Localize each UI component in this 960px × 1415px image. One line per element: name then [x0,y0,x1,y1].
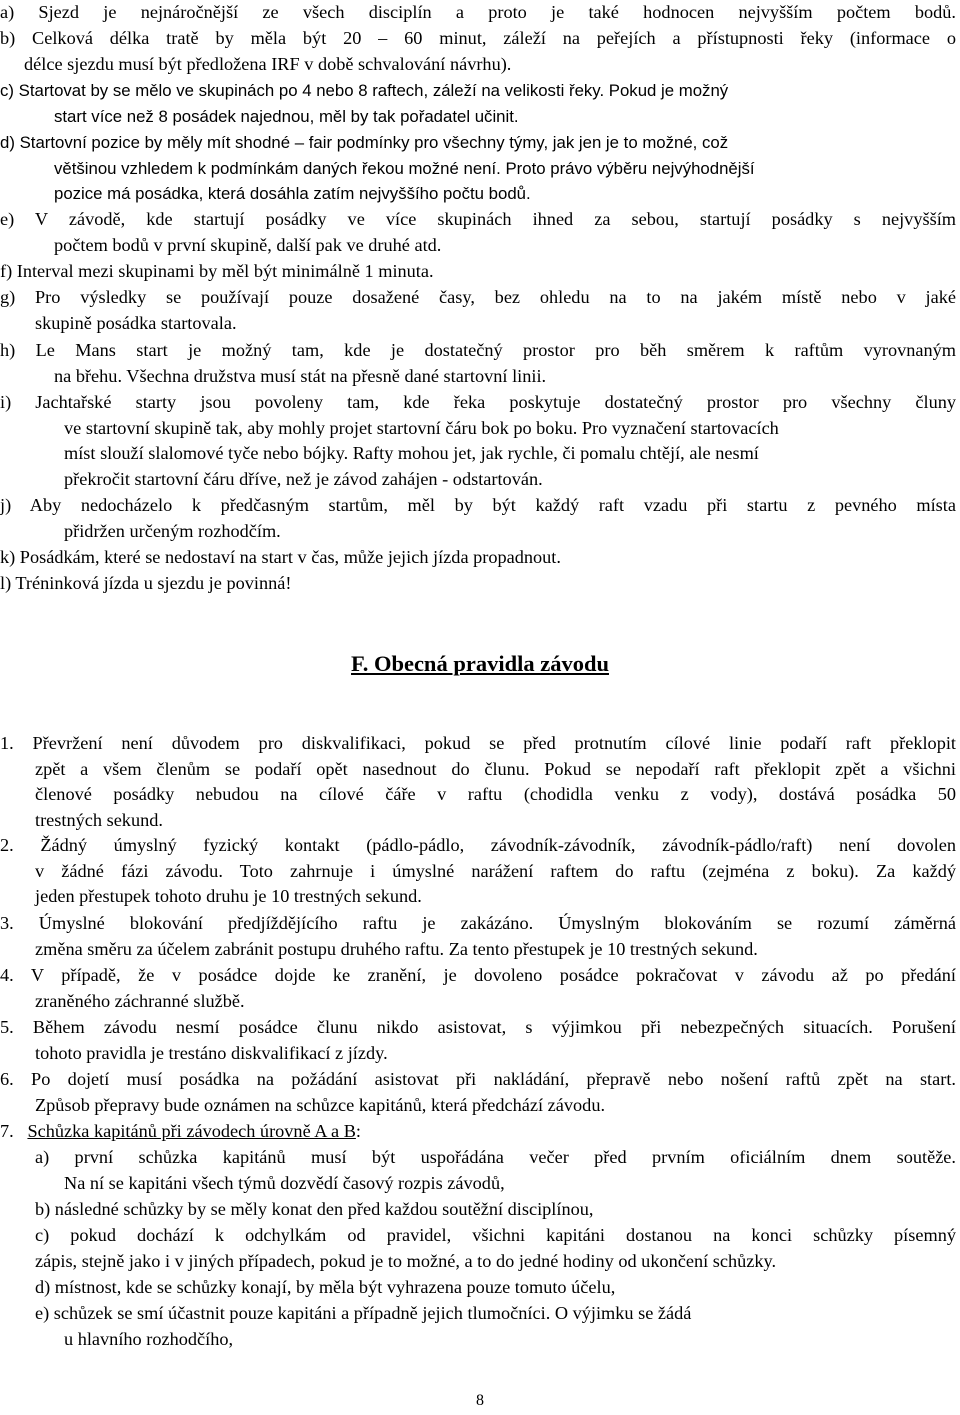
list-item-b-line: délce sjezdu musí být předložena IRF v době schvalování návrhu). [24,53,512,74]
rule-7-c-line: c) pokud dochází k odchylkám od pravidel, všichni kapitáni dostanou na konci schůzky písemný [35,1225,956,1245]
list-item-k [0,545,956,571]
rule-1-line: trestných sekund. [35,809,163,830]
rule-7-a-line: a) první schůzka kapitánů musí být uspořádána večer před prvním oficiálním dnem soutěže. [35,1147,956,1167]
rule-7-e [0,1301,956,1352]
list-item-h-line: h) Le Mans start je možný tam, kde je dostatečný prostor pro běh směrem k raftům vyrovnaným [0,340,956,360]
rule-7-colon: : [355,1121,361,1141]
list-item-g-line: skupině posádka startovala. [35,312,237,333]
rule-3 [0,911,956,962]
list-item-g [0,285,956,336]
list-item-i-line: i) Jachtařské starty jsou povoleny tam, kde řeka poskytuje dostatečný prostor pro všechny čluny [0,392,956,412]
rule-5-line: tohoto pravidla je trestáno diskvalifikací z jízdy. [35,1042,388,1063]
list-item-i-line: ve startovní skupině tak, aby mohly projet startovní čáru bok po boku. Pro vyznačení startovacích [64,417,779,438]
list-item-l-line: l) Tréninková jízda u sjezdu je povinná! [0,573,292,593]
rule-3-line: změna směru za účelem zabránit postupu druhého raftu. Za tento přestupek je 10 trestných sekund. [35,938,758,959]
rule-7-d-line: d) místnost, kde se schůzky konají, by měla být vyhrazena pouze tomuto účelu, [35,1277,616,1297]
rule-7-a-line: Na ní se kapitáni všech týmů dozvědí časový rozpis závodů, [64,1172,505,1193]
rule-7-e-line: e) schůzek se smí účastnit pouze kapitáni a případně jejich tlumočníci. O výjimku se žádá [35,1303,692,1323]
rule-4-line: 4. V případě, že v posádce dojde ke zranění, je dovoleno posádce pokračovat v závodu až po předání [0,965,956,985]
rule-7-b [0,1197,956,1223]
list-item-f-line: f) Interval mezi skupinami by měl být minimálně 1 minuta. [0,261,434,281]
rule-1 [0,731,956,833]
rule-7-c [0,1223,956,1274]
page-number: 8 [476,1392,484,1409]
rule-3-line: 3. Úmyslné blokování předjíždějícího raftu je zakázáno. Úmyslným blokováním se rozumí záměrná [0,913,956,933]
rule-7-title: Schůzka kapitánů při závodech úrovně A a B [27,1121,356,1141]
rule-4 [0,963,956,1014]
list-item-e [0,207,956,258]
list-item-e-line: počtem bodů v první skupině, další pak ve druhé atd. [54,234,442,255]
list-item-b-line: b) Celková délka tratě by měla být 20 – 60 minut, záleží na peřejích a přístupnosti řeky (informace o [0,28,956,48]
rule-2-line: v žádné fázi závodu. Toto zahrnuje i úmyslné narážení raftem do raftu (zejména z boku). Za každý [35,860,956,881]
list-item-d-line: většinou vzhledem k podmínkám daných řekou možné není. Proto právo výběru nejvýhodnější [54,158,755,178]
list-item-i-line: míst slouží slalomové tyče nebo bójky. Rafty mohou jet, jak rychle, či pomalu chtějí, ale nesmí [64,443,759,464]
rule-1-line: členové posádky nebudou na cílové čáře v raftu (chodidla venku z vody), dostává posádka 50 [35,784,956,805]
list-item-j [0,493,956,544]
list-item-d-line: d) Startovní pozice by měly mít shodné – fair podmínky pro všechny týmy, jak jen je to možné, což [0,133,729,152]
rule-7-e-line: u hlavního rozhodčího, [64,1328,234,1349]
list-item-l [0,571,956,597]
rule-1-line: zpět a všem členům se podaří opět nasednout do člunu. Pokud se nepodaří raft překlopit zpět a všichni [35,758,956,779]
list-item-c-line: start více než 8 posádek najednou, měl by tak pořadatel učinit. [54,106,519,126]
list-item-c [0,78,956,129]
rule-7-b-line: b) následné schůzky by se měly konat den před každou soutěžní disciplínou, [35,1199,594,1219]
list-item-h [0,338,956,389]
rule-7-a [0,1145,956,1196]
rule-7 [0,1119,956,1145]
rule-1-line: 1. Převržení není důvodem pro diskvalifikaci, pokud se před protnutím cílové linie podaří raft překlopit [0,733,956,753]
rule-7-c-line: zápis, stejně jako i v jiných případech, pokud je to možné, a to do jedné hodiny od ukončení schůzky. [35,1250,777,1271]
list-item-j-line: přidržen určeným rozhodčím. [64,520,281,541]
list-item-d [0,130,956,207]
list-item-h-line: na břehu. Všechna družstva musí stát na přesně dané startovní linii. [54,365,547,386]
section-heading: F. Obecná pravidla závodu [351,651,609,676]
list-item-a [0,0,956,26]
list-item-e-line: e) V závodě, kde startují posádky ve více skupinách ihned za sebou, startují posádky s nejvyšším [0,209,956,229]
list-item-i [0,390,956,492]
list-item-j-line: j) Aby nedocházelo k předčasným startům, měl by být každý raft vzadu při startu z pevného místa [0,495,956,515]
list-item-f [0,259,956,285]
list-item-k-line: k) Posádkám, které se nedostaví na start v čas, může jejich jízda propadnout. [0,547,561,567]
list-item-a-line: a) Sjezd je nejnáročnější ze všech disciplín a proto je také hodnocen nejvyšším počtem bodů. [0,2,956,22]
rule-6 [0,1067,956,1118]
rule-6-line: Způsob přepravy bude oznámen na schůzce kapitánů, která předchází závodu. [35,1094,606,1115]
rule-2-line: 2. Žádný úmyslný fyzický kontakt (pádlo-pádlo, závodník-závodník, závodník-pádlo/raft) není dovolen [0,835,956,855]
list-item-i-line: překročit startovní čáru dříve, než je závod zahájen - odstartován. [64,468,543,489]
rule-2 [0,833,956,910]
rule-7-number: 7. [0,1121,14,1141]
list-item-c-line: c) Startovat by se mělo ve skupinách po 4 nebo 8 raftech, záleží na velikosti řeky. Pokud je možný [0,81,729,100]
list-item-d-line: pozice má posádka, která dosáhla zatím nejvyššího počtu bodů. [54,184,531,204]
rule-7-title-line [0,1119,956,1145]
rule-4-line: zraněného záchranné službě. [35,990,245,1011]
rule-5 [0,1015,956,1066]
rule-2-line: jeden přestupek tohoto druhu je 10 trestných sekund. [35,886,422,907]
list-item-g-line: g) Pro výsledky se používají pouze dosažené časy, bez ohledu na to na jakém místě nebo v jaké [0,287,956,307]
rule-5-line: 5. Během závodu nesmí posádce člunu nikdo asistovat, s výjimkou při nebezpečných situacích. Porušení [0,1017,956,1037]
rule-6-line: 6. Po dojetí musí posádka na požádání asistovat při nakládání, přepravě nebo nošení raftů zpět na start. [0,1069,956,1089]
rule-7-d [0,1275,956,1301]
list-item-b [0,26,956,77]
